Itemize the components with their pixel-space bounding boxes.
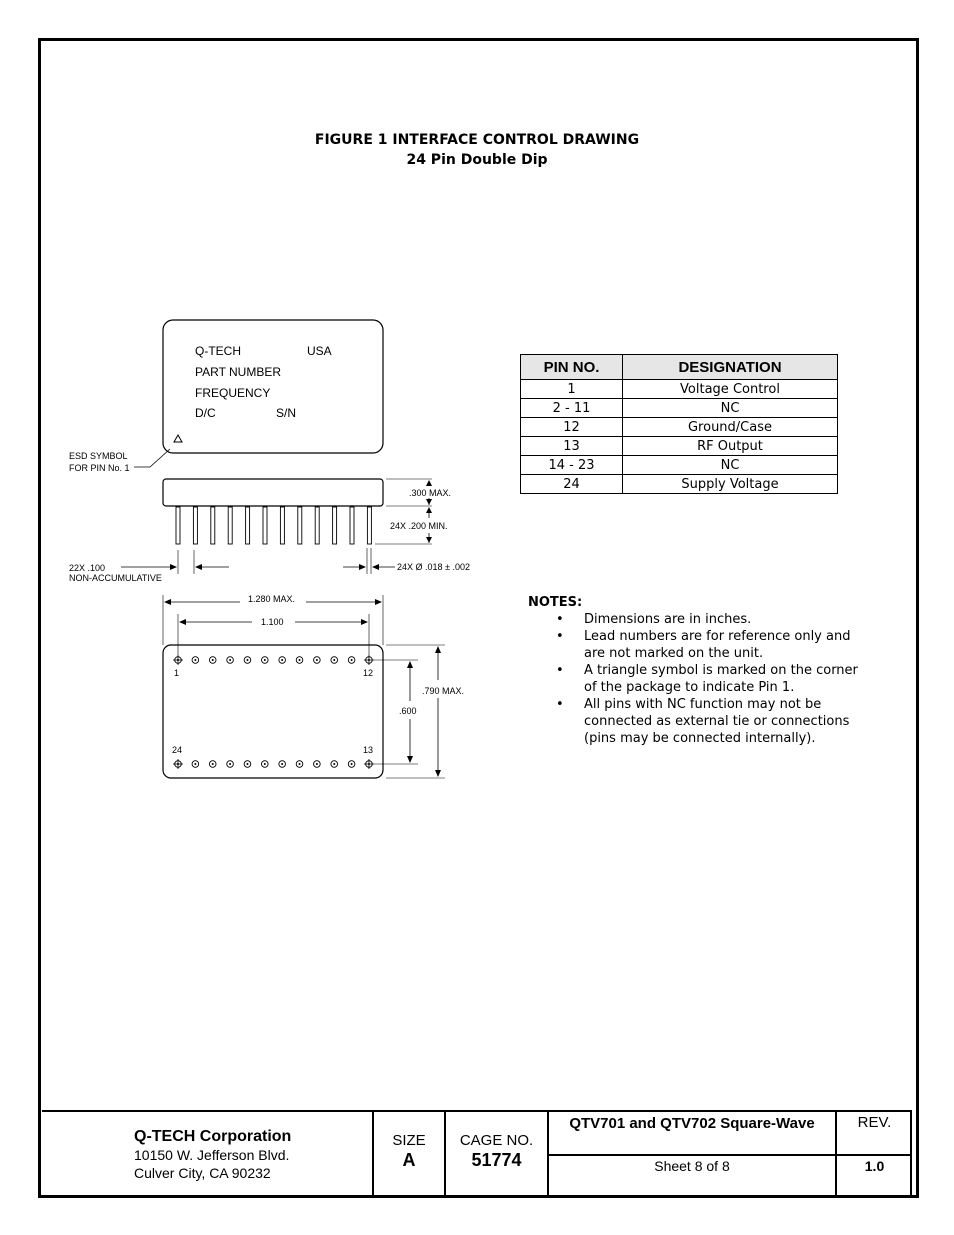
designation-cell: RF Output xyxy=(623,437,838,456)
lead xyxy=(333,507,337,544)
header-designation: DESIGNATION xyxy=(623,355,838,380)
pin-label-24: 24 xyxy=(172,745,183,755)
sheet-number: Sheet 8 of 8 xyxy=(654,1158,730,1174)
cage-label: CAGE NO. xyxy=(459,1132,534,1149)
label-part-number: PART NUMBER xyxy=(195,365,282,379)
bullet-icon: • xyxy=(556,612,564,627)
lead xyxy=(211,507,215,544)
figure-subtitle: 24 Pin Double Dip xyxy=(406,152,548,168)
label-qtech: Q-TECH xyxy=(195,344,241,358)
lead xyxy=(315,507,319,544)
table-row xyxy=(521,380,838,399)
lead xyxy=(367,507,371,544)
table-header-row xyxy=(521,355,838,380)
lead xyxy=(246,507,250,544)
pin-cell: 24 xyxy=(521,475,623,494)
pin-center xyxy=(299,659,301,661)
pin-center xyxy=(229,763,231,765)
note-text: Lead numbers are for reference only and are not marked on the unit. xyxy=(584,629,851,661)
bullet-icon: • xyxy=(556,663,564,678)
designation-cell: Supply Voltage xyxy=(623,475,838,494)
dim-pin-span: 1.100 xyxy=(261,617,284,627)
rev-label: REV. xyxy=(857,1114,892,1131)
notes-section xyxy=(528,594,858,747)
dim-lead-dia: 24X Ø .018 ± .002 xyxy=(397,562,470,572)
pin-cell: 14 - 23 xyxy=(521,456,623,475)
bullet-icon: • xyxy=(556,697,564,712)
company-name: Q-TECH Corporation xyxy=(134,1128,292,1145)
size-value: A xyxy=(402,1150,416,1170)
lead xyxy=(193,507,197,544)
pins-row-top xyxy=(173,655,374,665)
table-row xyxy=(521,399,838,418)
pin-cell: 2 - 11 xyxy=(521,399,623,418)
lead xyxy=(280,507,284,544)
title-block xyxy=(42,1110,912,1196)
pin-cell: 12 xyxy=(521,418,623,437)
dim-lead-min: 24X .200 MIN. xyxy=(390,521,448,531)
label-frequency: FREQUENCY xyxy=(195,386,271,400)
cage-value: 51774 xyxy=(471,1150,522,1170)
esd-leader xyxy=(134,449,170,467)
table-row xyxy=(521,475,838,494)
pin-center xyxy=(316,763,318,765)
pins-row-bottom xyxy=(173,759,374,769)
pin-center xyxy=(351,659,353,661)
designation-cell: Ground/Case xyxy=(623,418,838,437)
pin1-triangle-icon xyxy=(174,435,182,442)
label-usa: USA xyxy=(307,344,332,358)
pin-center xyxy=(194,763,196,765)
pin-designation-table xyxy=(520,354,838,494)
table-row xyxy=(521,418,838,437)
lead xyxy=(228,507,232,544)
lead xyxy=(176,507,180,544)
lead xyxy=(263,507,267,544)
pin-center xyxy=(316,659,318,661)
dim-height-max: .300 MAX. xyxy=(409,488,452,498)
dim-pitch-line1: 22X .100 xyxy=(69,563,106,573)
label-dc: D/C xyxy=(195,406,216,420)
document-title: QTV701 and QTV702 Square-Wave xyxy=(569,1115,815,1132)
note-item xyxy=(528,611,858,628)
esd-label-line1: ESD SYMBOL xyxy=(69,451,128,461)
rev-value: 1.0 xyxy=(864,1158,885,1174)
pin-center xyxy=(299,763,301,765)
pin-center xyxy=(264,763,266,765)
table-row xyxy=(521,456,838,475)
side-leads xyxy=(176,507,371,544)
pin-cell: 13 xyxy=(521,437,623,456)
company-block xyxy=(134,1128,291,1182)
lead xyxy=(298,507,302,544)
note-text: A triangle symbol is marked on the corner of the package to indicate Pin 1. xyxy=(584,663,858,695)
size-label: SIZE xyxy=(392,1132,426,1149)
pin-center xyxy=(281,763,283,765)
pin-center xyxy=(212,763,214,765)
dim-row-span: .600 xyxy=(399,706,417,716)
pin-label-13: 13 xyxy=(363,745,374,755)
pin-center xyxy=(194,659,196,661)
label-sn: S/N xyxy=(276,406,297,420)
bullet-icon: • xyxy=(556,629,564,644)
table-row xyxy=(521,437,838,456)
pin-label-1: 1 xyxy=(174,668,180,678)
note-item xyxy=(528,662,858,696)
pin-cell: 1 xyxy=(521,380,623,399)
note-item xyxy=(528,628,858,662)
designation-cell: NC xyxy=(623,399,838,418)
pin-center xyxy=(333,763,335,765)
package-bottom-view xyxy=(163,645,383,778)
dim-pitch-line2: NON-ACCUMULATIVE xyxy=(69,573,162,583)
company-address-line1: 10150 W. Jefferson Blvd. xyxy=(134,1147,290,1163)
header-pin-no: PIN NO. xyxy=(521,355,623,380)
pin-center xyxy=(212,659,214,661)
pin-center xyxy=(264,659,266,661)
pin-center xyxy=(229,659,231,661)
pin-center xyxy=(333,659,335,661)
designation-cell: Voltage Control xyxy=(623,380,838,399)
note-item xyxy=(528,696,858,747)
figure-title: FIGURE 1 INTERFACE CONTROL DRAWING xyxy=(314,132,640,148)
notes-title: NOTES: xyxy=(528,595,583,610)
pin-center xyxy=(246,763,248,765)
pin-center xyxy=(351,763,353,765)
dim-length-max: 1.280 MAX. xyxy=(248,594,296,604)
note-text: Dimensions are in inches. xyxy=(584,612,752,627)
note-text: All pins with NC function may not be connected as external tie or connections (pins may be connected internally). xyxy=(584,697,850,746)
company-address-line2: Culver City, CA 90232 xyxy=(134,1165,271,1181)
esd-label-line2: FOR PIN No. 1 xyxy=(69,463,130,473)
pin-label-12: 12 xyxy=(363,668,374,678)
lead xyxy=(350,507,354,544)
designation-cell: NC xyxy=(623,456,838,475)
package-side-view xyxy=(163,479,383,506)
pin-center xyxy=(281,659,283,661)
dim-width-max: .790 MAX. xyxy=(422,686,465,696)
pin-center xyxy=(246,659,248,661)
